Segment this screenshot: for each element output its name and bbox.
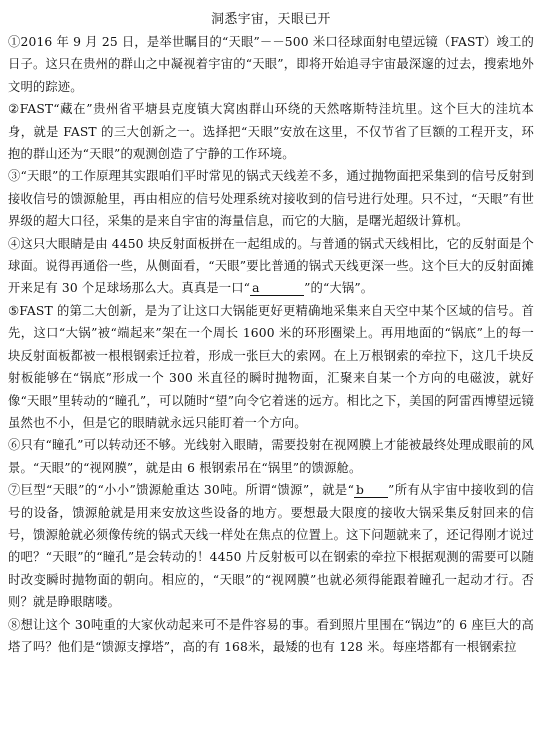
paragraph-1: ①2016 年 9 月 25 日，是举世瞩目的“天眼”－－500 米口径球面射电望远镜（FAST）竣工的日子。这只在贵州的群山之中凝视着宇宙的“天眼”，即将开始追寻宇宙最深邃的过去，搜索地外文明的踪迹。 [8,35,534,94]
blank-b: b [354,483,388,498]
paragraph-7-text-after: ”所有从宇宙中接收到的信号的设备，馈源舱就是用来安放这些设备的地方。要想最大限度的接收大锅采集反射回来的信号，馈源舱就必须像传统的锅式天线一样处在焦点的位置上。这下问题就来了，还记得刚才说过的吧？“天眼”的“瞳孔”是会转动的！4450 片反射板可以在钢索的牵拉下根据观测的需要可以随时改变瞬时抛物面的朝向。相应的，“天眼”的“视网膜”也就必须得能跟着瞳孔一起动才行。否则？就是睁眼瞎喽。 [8,483,534,610]
paragraph-6: ⑥只有“瞳孔”可以转动还不够。光线射入眼睛，需要投射在视网膜上才能被最终处理成眼前的风景。“天眼”的“视网膜”，就是由 6 根钢索吊在“锅里”的馈源舱。 [8,438,534,475]
paragraph-7-text-before: ⑦巨型“天眼”的“小小”馈源舱重达 30吨。所谓“馈源”，就是“ [8,483,355,498]
paragraph-2: ②FAST“藏在”贵州省平塘县克度镇大窝凼群山环绕的天然喀斯特洼坑里。这个巨大的洼坑本身，就是 FAST 的三大创新之一。选择把“天眼”安放在这里，不仅节省了巨额的工程开支，环抱的群山还为“天眼”的观测创造了宁静的工作环境。 [8,102,534,162]
paragraph-5: ⑤FAST 的第二大创新，是为了让这口大锅能更好更精确地采集来自天空中某个区域的信号。首先，这口“大锅”被“端起来”架在一个周长 1600 米的环形圈梁上。再用地面的“锅底”上的每一块反射面板都被一根根钢索迁拉着，形成一张巨大的索网。在上万根钢索的牵拉下，这几千块反射板能够在“锅底”形成一个 300 米直径的瞬时抛物面，汇聚来自某一个方向的电磁波，就好像“天眼”里转动的“瞳孔”，可以随时“望”向令它着迷的远方。相比之下，美国的阿雷西博望远镜虽然也不小，但是它的眼睛就永远只能盯着一个方向。 [8,303,534,430]
paragraph-7 [8,479,534,613]
paragraph-3: ③“天眼”的工作原理其实跟咱们平时常见的锅式天线差不多，通过抛物面把采集到的信号反射到接收信号的馈源舱里，再由相应的信号处理系统对接收到的信号进行处理。只不过，“天眼”有世界级的超大口径，采集的是来自宇宙的海量信息，而它的大脑，是曙光超级计算机。 [8,169,534,229]
blank-a: a [250,281,304,296]
page-title: 洞悉宇宙，天眼已开 [211,12,331,27]
document-page [8,10,534,658]
paragraph-4-text-before: ④这只大眼睛是由 4450 块反射面板拼在一起组成的。与普通的锅式天线相比，它的反射面是个球面。说得再通俗一些，从侧面看，“天眼”要比普通的锅式天线更深一些。这个巨大的反射面摊开来足有 30 个足球场那么大。真真是一口“ [8,236,534,296]
paragraph-4-text-after: ”的“大锅”。 [304,281,374,296]
paragraph-4 [8,233,534,300]
paragraph-8: ⑧想让这个 30吨重的大家伙动起来可不是件容易的事。看到照片里围在“锅边”的 6 座巨大的高塔了吗？他们是“馈源支撑塔”，高的有 168米，最矮的也有 128 米。每座塔都有一根钢索拉 [8,617,534,654]
